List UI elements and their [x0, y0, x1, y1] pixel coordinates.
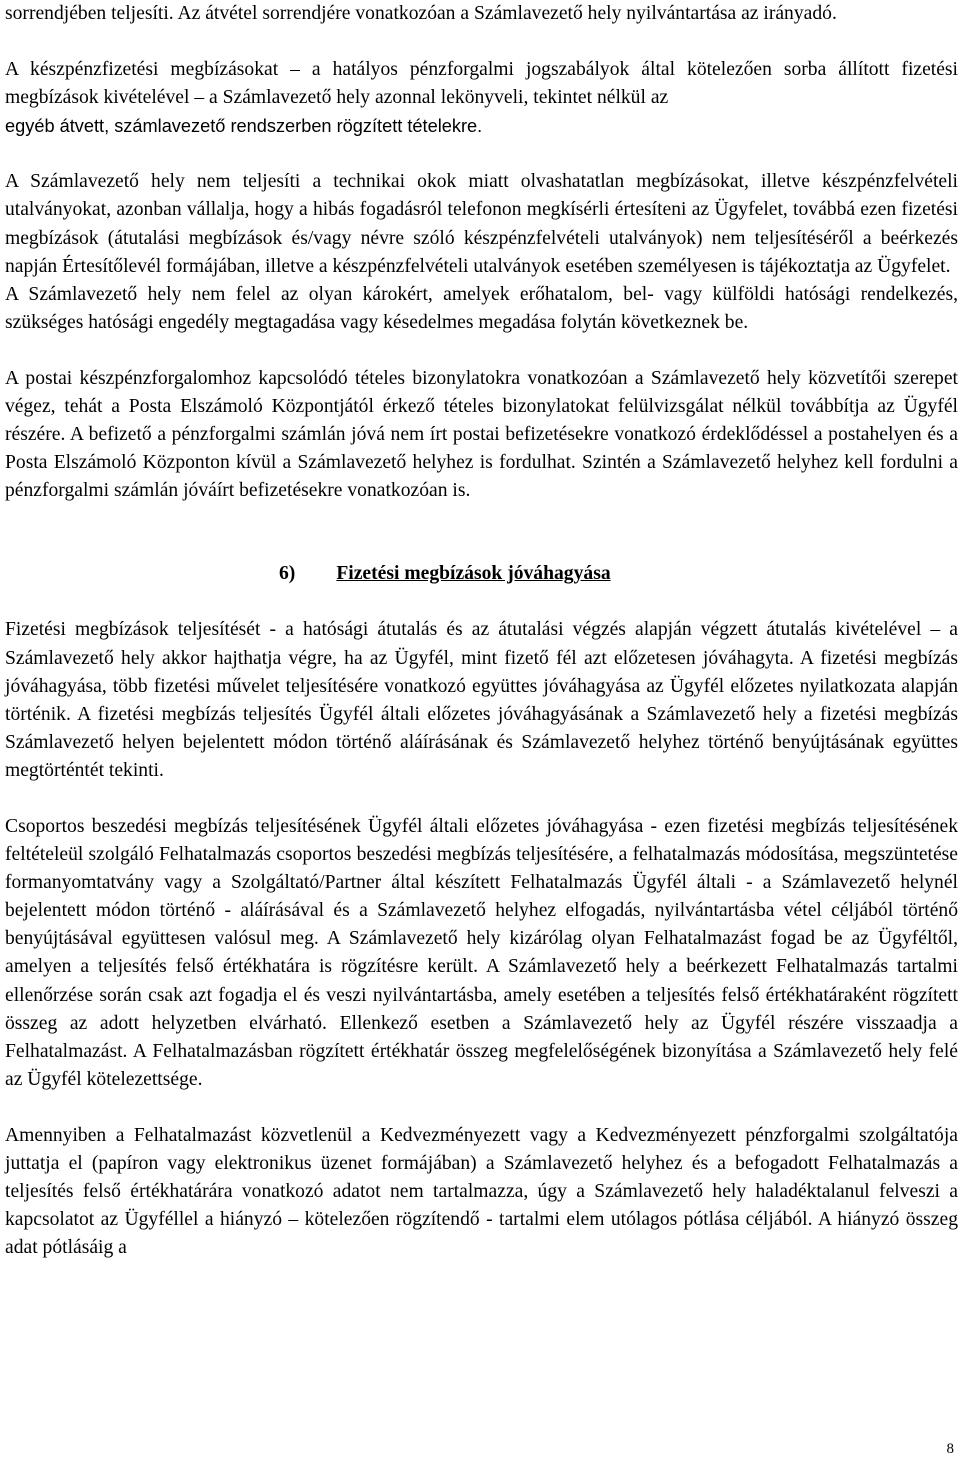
paragraph-postal: A postai készpénzforgalomhoz kapcsolódó tételes bizonylatokra vonatkozóan a Számlavezető hely közvetítői szerepet végez, tehát a Posta Elszámoló Központjától érkező tételes bizonylatokat felülvizsgálat nélkül továbbítja az Ügyfél részére. A befizető a pénzforgalmi számlán jóvá nem írt postai befizetésekre vonatkozó érdeklődéssel a postahelyen és a Posta Elszámoló Központon kívül a Számlavezető helyhez is fordulhat. Szintén a Számlavezető helyhez kell fordulni a pénzforgalmi számlán jóváírt befizetésekre vonatkozóan is.: [5, 367, 958, 502]
section-number: 6): [279, 563, 296, 585]
paragraph-spacer: [5, 588, 958, 616]
paragraph-direct-debit: Csoportos beszedési megbízás teljesítésének Ügyfél általi előzetes jóváhagyása - ezen fizetési megbízás teljesítésének feltételeül szolgáló Felhatalmazás csoportos beszedési megbízás teljesítésére, a felhatalmazás módosítása, megszüntetése formanyomtatvány vagy a Szolgáltató/Partner által készített Felhatalmazás Ügyfél általi - a Számlavezető helynél bejelentett módon történő - aláírásával és a Számlavezető helyhez elfogadás, nyilvántartásba vétel céljából történő benyújtásával együttesen valósul meg. A Számlavezető hely kizárólag olyan Felhatalmazást fogad be az Ügyféltől, amelyen a teljesítés felső értékhatára is rögzítésre került. A Számlavezető hely a beérkezett Felhatalmazás tartalmi ellenőrzése során csak azt fogadja el és veszi nyilvántartásba, amely esetében a teljesítés felső értékhatáraként rögzített összeg az adott helyzetben elvárható. Ellenkező esetben a Számlavezető hely az Ügyfél részére visszaadja a Felhatalmazást. A Felhatalmazásban rögzített értékhatár összeg megfelelőségének bizonyítása a Számlavezető hely felé az Ügyfél kötelezettsége.: [5, 815, 958, 1090]
paragraph-approval: Fizetési megbízások teljesítését - a hatósági átutalás és az átutalási végzés alapján végzett átutalás kivételével – a Számlavezető hely akkor hajthatja végre, ha az Ügyfél, mint fizető fél azt előzetesen jóváhagyta. A fizetési megbízás jóváhagyása, több fizetési művelet teljesítésére vonatkozó együttes jóváhagyása az Ügyfél előzetes nyilatkozata alapján történik. A fizetési megbízás teljesítés Ügyfél általi előzetes jóváhagyásának a Számlavezető hely a fizetési megbízás Számlavezető helyen bejelentett módon történő aláírásának és Számlavezető helyhez történő benyújtásának együttes megtörténtét tekinti.: [5, 619, 958, 781]
paragraph-spacer: [5, 505, 958, 533]
paragraph-spacer: [5, 140, 958, 168]
paragraph-spacer: [5, 1094, 958, 1122]
paragraph-ordering: sorrendjében teljesíti. Az átvétel sorrendjére vonatkozóan a Számlavezető hely nyilvántartása az irányadó.: [5, 3, 837, 24]
paragraph-liability: A Számlavezető hely nem felel az olyan károkért, amelyek erőhatalom, bel- vagy külföldi hatósági rendelkezés, szükséges hatósági engedély megtagadása vagy késedelmes megadása folytán következnek be.: [5, 283, 958, 333]
section-heading: [5, 560, 958, 588]
paragraph-cash-orders: A készpénzfizetési megbízásokat – a hatályos pénzforgalmi jogszabályok által kötelezően sorba állított fizetési megbízások kivételével – a Számlavezető hely azonnal lekönyveli, tekintet nélkül az: [5, 59, 958, 109]
document-page: [5, 0, 958, 1262]
page-number: 8: [946, 1441, 954, 1457]
paragraph-unreadable-orders: A Számlavezető hely nem teljesíti a technikai okok miatt olvashatatlan megbízásokat, illetve készpénzfelvételi utalványokat, azonban vállalja, hogy a hibás fogadásról telefonon megkísérli értesíteni az Ügyfelet, továbbá ezen fizetési megbízások (átutalási megbízások és/vagy névre szóló készpénzfelvételi utalványok) nem teljesítéséről a beérkezés napján Értesítőlevél formájában, illetve a készpénzfelvételi utalványok esetében személyesen is tájékoztatja az Ügyfelet.: [5, 171, 958, 277]
paragraph-spacer: [5, 28, 958, 56]
paragraph-spacer: [5, 337, 958, 365]
paragraph-spacer: [5, 533, 958, 560]
paragraph-authorization: Amennyiben a Felhatalmazást közvetlenül a Kedvezményezett vagy a Kedvezményezett pénzforgalmi szolgáltatója juttatja el (papíron vagy elektronikus üzenet formájában) a Számlavezető helyhez és a befogadott Felhatalmazás a teljesítés felső értékhatárára vonatkozó adatot nem tartalmazza, úgy a Számlavezető hely haladéktalanul felveszi a kapcsolatot az Ügyféllel a hiányzó – kötelezően rögzítendő - tartalmi elem utólagos pótlása céljából. A hiányzó összeg adat pótlásáig a: [5, 1124, 958, 1259]
paragraph-cash-orders-continuation: egyéb átvett, számlavezető rendszerben rögzített tételekre.: [5, 116, 483, 137]
section-title: Fizetési megbízások jóváhagyása: [336, 563, 611, 585]
paragraph-spacer: [5, 785, 958, 813]
